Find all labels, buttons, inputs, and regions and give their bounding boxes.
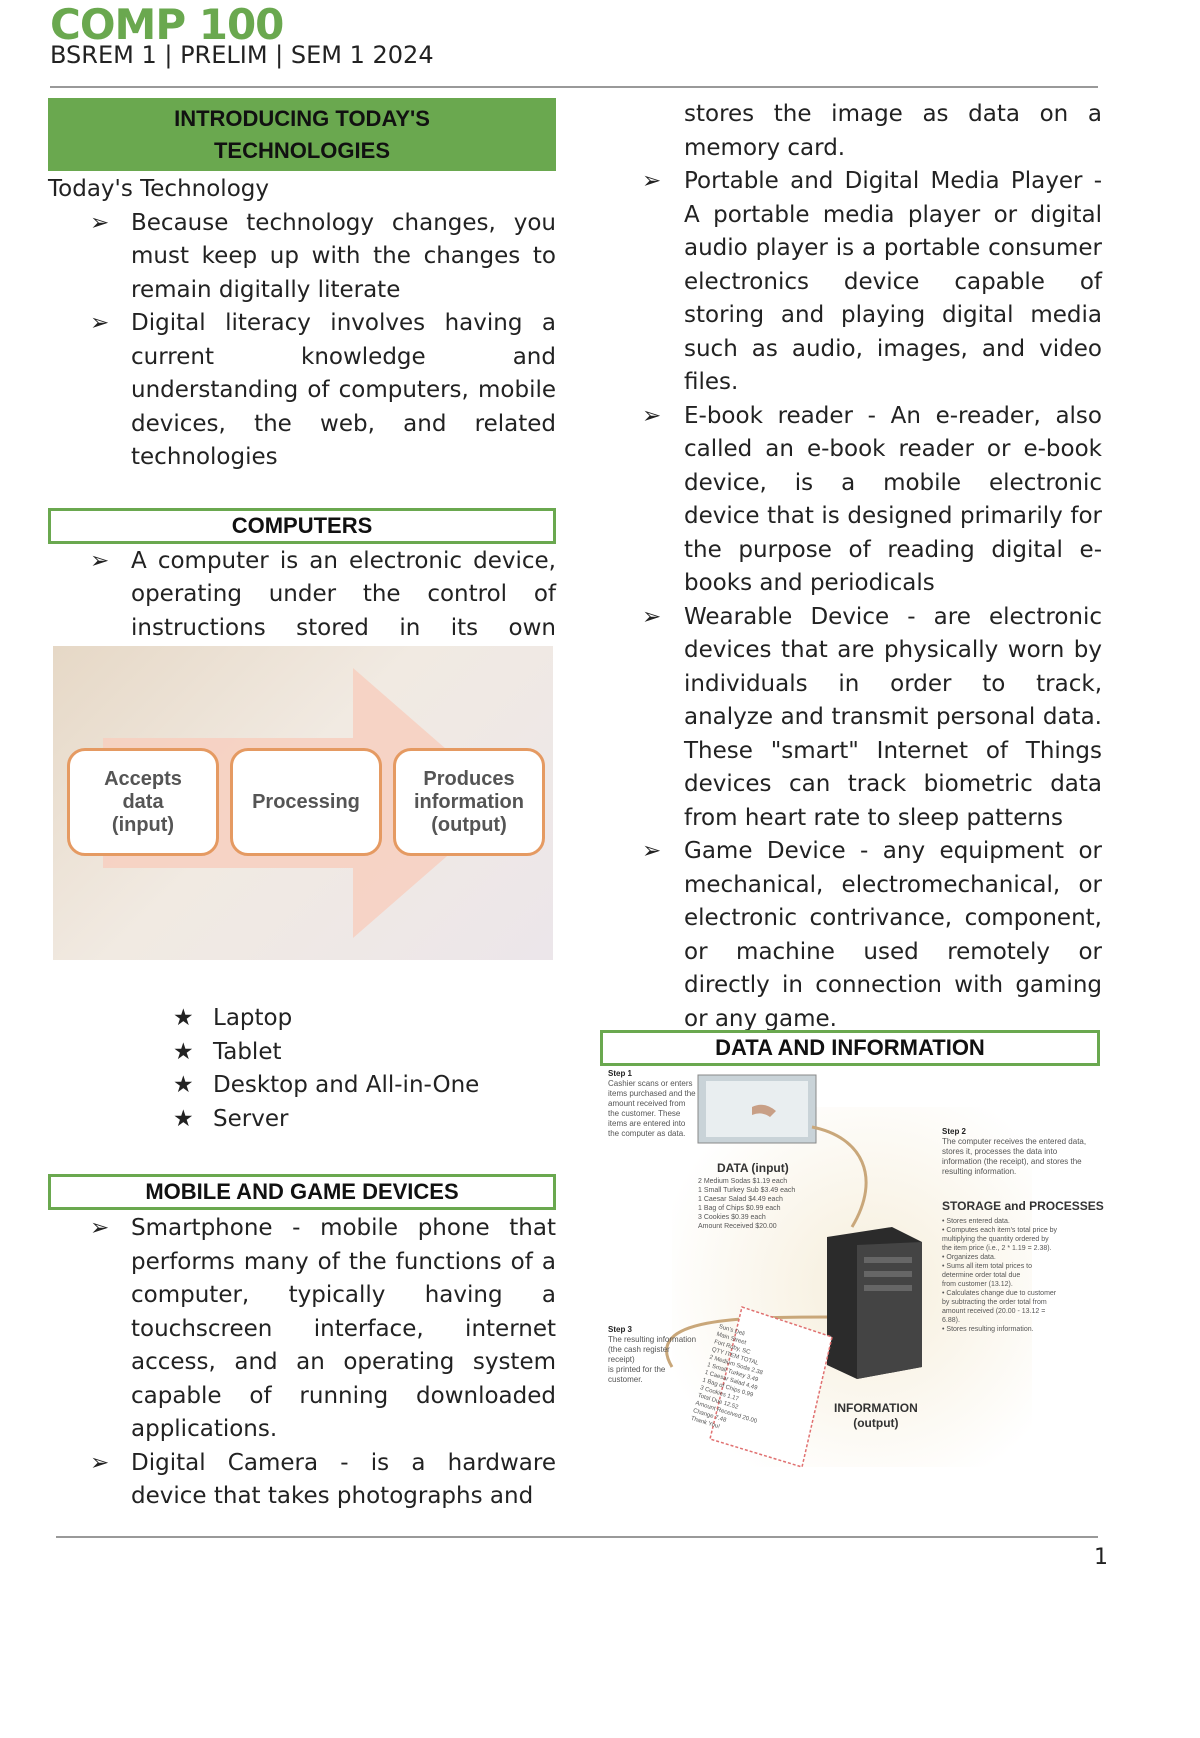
information-output-label: INFORMATION (output) <box>834 1401 918 1430</box>
list-item: ➢ Wearable Device - are electronic devices that are physically worn by individuals in order to track, analyze and transmit personal data. These "smart" Internet of Things devices can track biometric data from heart rate to sleep patterns <box>600 601 1102 836</box>
data-input-label: DATA (input) <box>717 1161 789 1175</box>
footer-rule <box>56 1536 1098 1538</box>
list-item: ➢ Smartphone - mobile phone that performs many of the functions of a computer, typically having a touchscreen interface, internet access, and an operating system capable of running downloaded applications. <box>48 1212 556 1447</box>
diagram-box-output: Produces information (output) <box>393 748 545 856</box>
arrow-bullet-icon: ➢ <box>642 168 662 194</box>
course-title: COMP 100 <box>50 0 284 49</box>
diagram-box-input: Accepts data (input) <box>67 748 219 856</box>
storage-processes-items: • Stores entered data. • Computes each item's total price by multiplying the quantity ordered by the item price (i.e., 2 * 1.19 = 2.38). • Organizes data. • Sums all item total prices to determine order total due from customer (13.12). • Calculates change due to customer by subtracting the order total from amount received (20.00 - 13.12 = 6.88). • Stores resulting information. <box>942 1218 1058 1333</box>
devices-bullet-list <box>600 165 1102 1036</box>
arrow-bullet-icon: ➢ <box>642 838 662 864</box>
list-item: ★ Tablet <box>48 1036 556 1070</box>
list-item: ➢ Digital literacy involves having a current knowledge and understanding of computers, mobile devices, the web, and related technologies <box>48 307 556 475</box>
arrow-bullet-icon: ➢ <box>642 603 662 630</box>
right-column <box>600 98 1102 1036</box>
intro-bullet-list <box>48 207 556 475</box>
step3-text: Step 3 The resulting information (the cash register receipt) is printed for the customer. <box>608 1325 697 1384</box>
section-heading-data-information: DATA AND INFORMATION <box>600 1030 1100 1066</box>
mobile-section <box>48 1174 556 1514</box>
arrow-bullet-icon: ➢ <box>90 547 110 574</box>
star-bullet-icon: ★ <box>173 1105 194 1132</box>
data-input-items: 2 Medium Sodas $1.19 each 1 Small Turkey Sub $3.49 each 1 Caesar Salad $4.49 each 1 Bag of Chips $0.99 each 3 Cookies $0.39 each Amount Received $20.00 <box>698 1178 796 1230</box>
intro-label: Today's Technology <box>48 176 269 202</box>
mobile-bullet-list <box>48 1212 556 1514</box>
step1-text: Step 1 Cashier scans or enters items purchased and the amount received from the customer. These items are entered into the computer as data. <box>608 1069 696 1138</box>
computer-types <box>48 1002 556 1136</box>
left-column <box>48 98 556 679</box>
arrow-bullet-icon: ➢ <box>642 402 662 429</box>
list-item: ➢ Digital Camera - is a hardware device that takes photographs and <box>48 1447 556 1514</box>
star-bullet-icon: ★ <box>173 1038 194 1065</box>
computer-types-list <box>48 1002 556 1136</box>
page-number: 1 <box>1094 1545 1108 1570</box>
section-heading-computers: COMPUTERS <box>48 508 556 544</box>
list-item: ➢ A computer is an electronic device, operating under the control of instructions stored in its own <box>48 545 556 679</box>
data-information-figure <box>602 1067 1104 1485</box>
header-rule <box>50 86 1098 88</box>
list-item: ★ Desktop and All-in-One <box>48 1069 556 1103</box>
star-bullet-icon: ★ <box>173 1005 194 1031</box>
receipt-text: Sun's Deli Main Street Fort Ruby, SC QTY ITEM TOTAL 2 Medium Soda 2.38 1 Small Turkey 3.49 1 Caesar Salad 4.49 1 Bag of Chips 0.99 3 Cookies 1.17 Total Due 12.52 Amount Received 20.00 Change 7.48 Thank You! <box>689 1323 764 1431</box>
course-subtitle: BSREM 1 | PRELIM | SEM 1 2024 <box>50 41 434 69</box>
arrow-bullet-icon: ➢ <box>90 1215 110 1241</box>
list-item: ➢ Because technology changes, you must keep up with the changes to remain digitally literate <box>48 207 556 308</box>
input-process-output-diagram <box>53 646 553 960</box>
list-item: ➢ Game Device - any equipment or mechanical, electromechanical, or electronic contrivance, component, or machine used remotely or directly in connection with gaming or any game. <box>600 835 1102 1036</box>
list-item: ➢ E-book reader - An e-reader, also called an e-book reader or e-book device, is a mobile electronic device that is designed primarily for the purpose of reading digital e-books and periodicals <box>600 400 1102 601</box>
list-item: ★ Server <box>48 1103 556 1137</box>
arrow-bullet-icon: ➢ <box>90 209 110 236</box>
diagram-box-processing: Processing <box>230 748 382 856</box>
star-bullet-icon: ★ <box>173 1072 194 1098</box>
section-heading-introducing: INTRODUCING TODAY'S TECHNOLOGIES <box>48 98 556 171</box>
step2-text: Step 2 The computer receives the entered data, stores it, processes the data into information (the receipt), and stores the resulting information. <box>942 1127 1087 1176</box>
continuation-text: stores the image as data on a memory card. <box>684 101 1102 161</box>
section-heading-mobile-game: MOBILE AND GAME DEVICES <box>48 1174 556 1210</box>
arrow-bullet-icon: ➢ <box>90 1449 110 1476</box>
list-item: ★ Laptop <box>48 1002 556 1036</box>
storage-processes-label: STORAGE and PROCESSES <box>942 1199 1104 1213</box>
list-item: ➢ Portable and Digital Media Player - A portable media player or digital audio player is a portable consumer electronics device capable of storing and playing digital media such as audio, images, and video files. <box>600 165 1102 400</box>
arrow-bullet-icon: ➢ <box>90 310 110 336</box>
